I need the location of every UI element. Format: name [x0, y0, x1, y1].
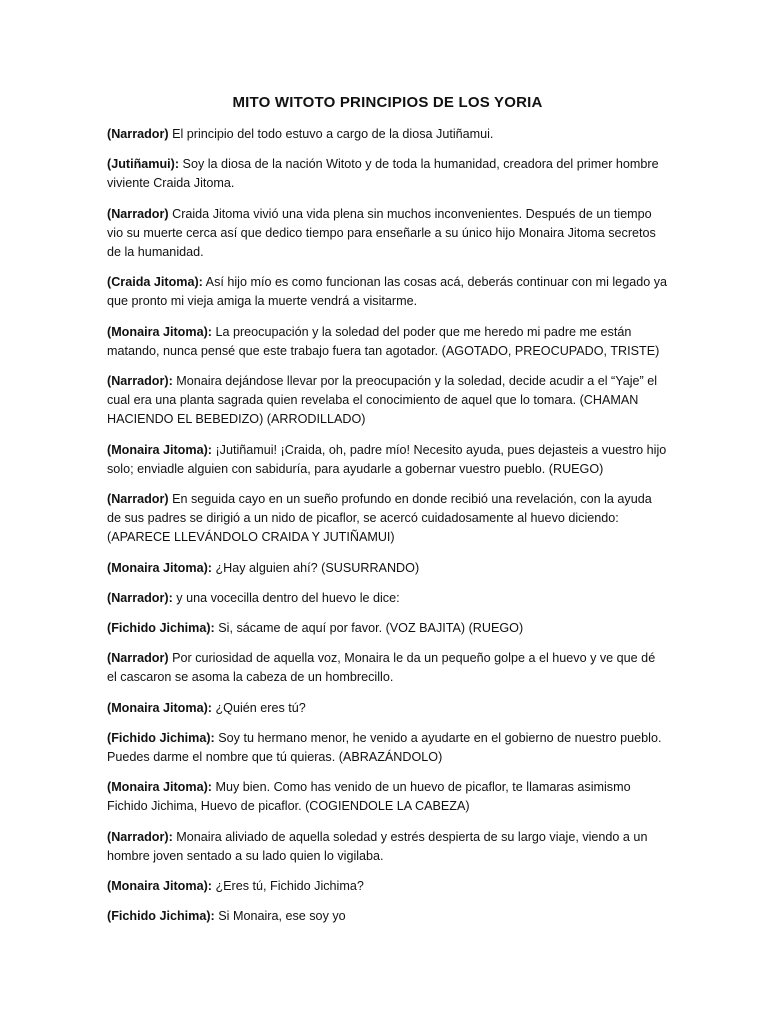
dialogue-text: Si Monaira, ese soy yo — [214, 909, 346, 924]
dialogue-text: ¿Quién eres tú? — [211, 700, 306, 715]
dialogue-text: Monaira aliviado de aquella soledad y estrés despierta de su largo viaje, viendo a un hombre joven sentado a su lado quien lo vigilaba. — [107, 829, 648, 863]
dialogue-paragraph — [107, 323, 668, 361]
dialogue-text: Por curiosidad de aquella voz, Monaira le da un pequeño golpe a el huevo y ve que dé el cascaron se asoma la cabeza de un hombrecillo. — [107, 651, 656, 685]
dialogue-text: Craida Jitoma vivió una vida plena sin muchos inconvenientes. Después de un tiempo vio su muerte cerca así que dedico tiempo para enseñarle a su único hijo Monaira Jitoma secretos de la humanidad. — [107, 206, 656, 260]
dialogue-paragraph — [107, 155, 668, 193]
speaker-label: (Monaira Jitoma): — [107, 442, 212, 457]
speaker-label: (Monaira Jitoma): — [107, 700, 212, 715]
speaker-label: (Fichido Jichima): — [107, 909, 215, 924]
dialogue-text: Soy la diosa de la nación Witoto y de toda la humanidad, creadora del primer hombre viviente Craida Jitoma. — [107, 157, 659, 191]
dialogue-text: ¿Hay alguien ahí? (SUSURRANDO) — [211, 560, 420, 575]
dialogue-paragraph — [107, 490, 668, 548]
speaker-label: (Fichido Jichima): — [107, 730, 215, 745]
dialogue-text: Monaira dejándose llevar por la preocupación y la soledad, decide acudir a el “Yaje” el cual era una planta sagrada quien revelaba el conocimiento de aquel que lo tomara. (CHAMAN HACIENDO EL BEBEDIZO) (ARRODILLADO) — [107, 374, 657, 427]
dialogue-paragraph — [107, 273, 668, 311]
dialogue-text: Soy tu hermano menor, he venido a ayudarte en el gobierno de nuestro pueblo. Puedes darme el nombre que tú quieras. (ABRAZÁNDOLO) — [107, 730, 662, 765]
dialogue-text: Si, sácame de aquí por favor. (VOZ BAJITA) (RUEGO) — [214, 621, 524, 636]
speaker-label: (Monaira Jitoma): — [107, 324, 212, 339]
dialogue-paragraph — [107, 559, 668, 578]
dialogue-paragraph — [107, 372, 668, 430]
document-title: MITO WITOTO PRINCIPIOS DE LOS YORIA — [232, 94, 543, 111]
dialogue-paragraph — [107, 778, 668, 816]
dialogue-paragraph — [107, 619, 668, 638]
speaker-label: (Fichido Jichima): — [107, 621, 215, 636]
speaker-label: (Narrador) — [107, 127, 169, 141]
dialogue-text: El principio del todo estuvo a cargo de la diosa Jutiñamui. — [168, 127, 494, 141]
speaker-label: (Narrador): — [107, 829, 173, 844]
dialogue-paragraph — [107, 828, 668, 866]
dialogue-paragraph — [107, 907, 668, 926]
dialogue-text: La preocupación y la soledad del poder que me heredo mi padre me están matando, nunca pensé que este trabajo fuera tan agotador. (AGOTADO, PREOCUPADO, TRISTE) — [107, 324, 660, 358]
dialogue-paragraph — [107, 205, 668, 263]
dialogue-text: En seguida cayo en un sueño profundo en donde recibió una revelación, con la ayuda de sus padres se dirigió a un nido de picaflor, se acercó cuidadosamente al huevo diciendo: (APARECE LLEVÁNDOLO CRAIDA Y JUTIÑAMUI) — [107, 492, 652, 545]
speaker-label: (Monaira Jitoma): — [107, 560, 212, 575]
dialogue-text: Muy bien. Como has venido de un huevo de picaflor, te llamaras asimismo Fichido Jichima, Huevo de picaflor. (COGIENDOLE LA CABEZA) — [107, 780, 631, 814]
dialogue-body — [107, 125, 668, 927]
dialogue-paragraph — [107, 125, 668, 144]
speaker-label: (Craida Jitoma): — [107, 275, 203, 290]
dialogue-paragraph — [107, 877, 668, 896]
dialogue-text: Así hijo mío es como funcionan las cosas acá, deberás continuar con mi legado ya que pronto mi vieja amiga la muerte vendrá a visitarme. — [107, 275, 668, 309]
speaker-label: (Monaira Jitoma): — [107, 780, 212, 795]
dialogue-paragraph — [107, 441, 668, 479]
speaker-label: (Jutiñamui): — [107, 157, 180, 172]
dialogue-paragraph — [107, 729, 668, 767]
speaker-label: (Narrador) — [107, 651, 169, 666]
dialogue-paragraph — [107, 699, 668, 718]
speaker-label: (Narrador) — [107, 206, 169, 221]
speaker-label: (Narrador) — [107, 492, 169, 507]
dialogue-text: ¡Jutiñamui! ¡Craida, oh, padre mío! Necesito ayuda, pues dejasteis a vuestro hijo solo; enviadle alguien con sabiduría, para ayudarle a gobernar vuestro pueblo. (RUEGO) — [107, 442, 667, 476]
speaker-label: (Monaira Jitoma): — [107, 879, 212, 894]
dialogue-text: y una vocecilla dentro del huevo le dice: — [172, 590, 400, 605]
dialogue-paragraph — [107, 589, 668, 608]
dialogue-paragraph — [107, 649, 668, 687]
speaker-label: (Narrador): — [107, 590, 173, 605]
dialogue-text: ¿Eres tú, Fichido Jichima? — [211, 879, 364, 894]
speaker-label: (Narrador): — [107, 374, 173, 389]
